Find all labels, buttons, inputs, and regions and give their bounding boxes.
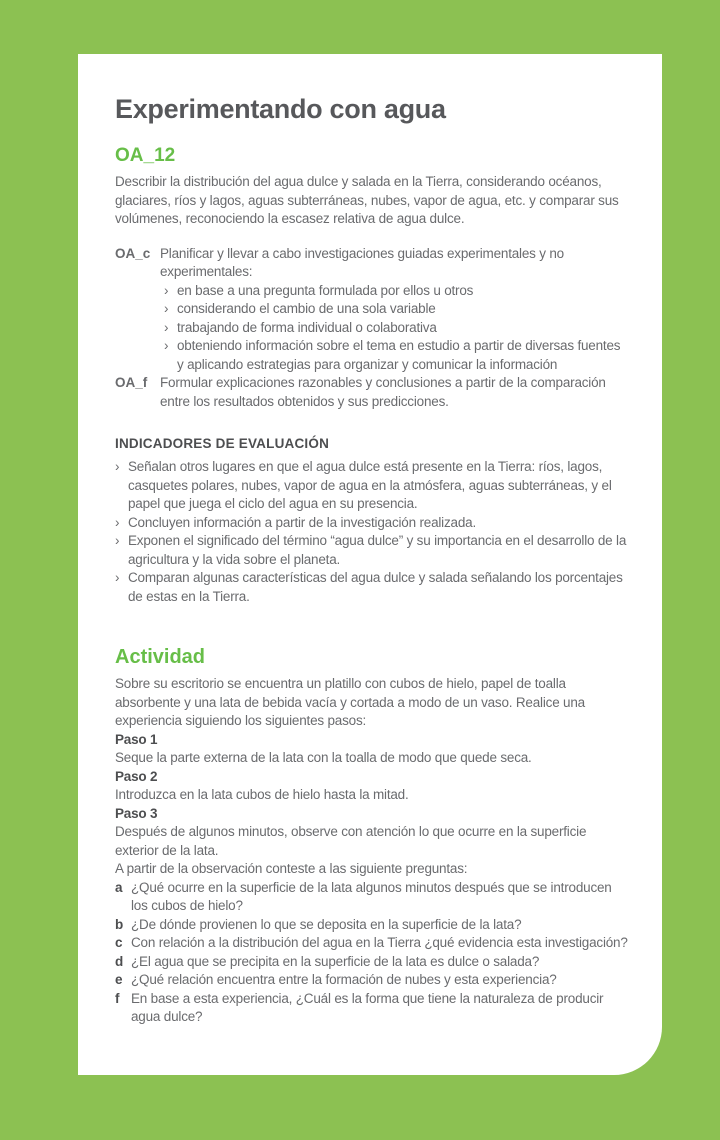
bullet-arrow-icon: › [115,514,120,530]
objective-text: Formular explicaciones razonables y conclusiones a partir de la comparación entre los resultados obtenidos y sus predicciones. [160,375,606,409]
question-letter: c [115,935,123,950]
objective-bullet [160,282,628,301]
question-text: ¿Qué relación encuentra entre la formación de nubes y esta experiencia? [131,972,557,987]
question-item [115,990,628,1027]
objective-body [160,374,628,411]
step-label: Paso 2 [115,768,158,784]
objective-label: OA_c [115,245,151,261]
indicator-item [115,532,628,569]
indicator-text: Comparan algunas características del agua dulce y salada señalando los porcentajes de estas en la Tierra. [128,570,623,604]
question-letter: d [115,953,124,969]
step-text: Después de algunos minutos, observe con atención lo que ocurre en la superficie exterior de la lata. [115,824,587,858]
bullet-arrow-icon: › [115,533,120,548]
document-card [78,54,662,1075]
activity-heading: Actividad [115,646,206,668]
question-text: ¿El agua que se precipita en la superficie de la lata es dulce o salada? [131,953,540,969]
question-item [115,934,628,953]
bullet-arrow-icon: › [164,338,169,353]
oa12-heading: OA_12 [115,145,176,166]
question-text: ¿De dónde provienen lo que se deposita en la superficie de la lata? [131,916,522,932]
indicator-item [115,458,628,514]
objective-bullet [160,300,628,319]
step-label: Paso 3 [115,805,158,821]
question-text: Con relación a la distribución del agua en la Tierra ¿qué evidencia esta investigación? [131,935,628,950]
question-text: En base a esta experiencia, ¿Cuál es la forma que tiene la naturaleza de producir agua dulce? [131,990,604,1024]
question-item [115,971,628,990]
activity-intro: Sobre su escritorio se encuentra un platillo con cubos de hielo, papel de toalla absorbente y una lata de bebida vacía y cortada a modo de un vaso. Realice una experiencia siguiendo los siguientes pasos: [115,676,585,728]
indicators-heading: INDICADORES DE EVALUACIÓN [115,436,330,451]
question-letter: a [115,879,123,895]
bullet-text: considerando el cambio de una sola variable [177,301,436,316]
indicator-item [115,569,628,606]
question-letter: f [115,990,120,1006]
bullet-arrow-icon: › [115,459,120,474]
objective-text: Planificar y llevar a cabo investigaciones guiadas experimentales y no experimentales: [160,245,564,279]
question-item [115,879,628,916]
bullet-arrow-icon: › [115,570,120,585]
indicator-text: Exponen el significado del término “agua dulce” y su importancia en el desarrollo de la agricultura y la vida sobre el planeta. [128,533,627,567]
objective-bullet [160,319,628,338]
step-label: Paso 1 [115,731,158,747]
bullet-arrow-icon: › [164,301,169,316]
indicator-text: Señalan otros lugares en que el agua dulce está presente en la Tierra: ríos, lagos, casquetes polares, nubes, vapor de agua en la atmósfera, aguas subterráneas, y el papel que juega el ciclo del agua en su presencia. [128,459,612,511]
questions-intro: A partir de la observación conteste a las siguiente preguntas: [115,861,468,876]
question-item [115,953,628,972]
bullet-text: trabajando de forma individual o colaborativa [177,319,437,335]
indicator-item [115,514,628,533]
question-item [115,916,628,935]
bullet-arrow-icon: › [164,282,169,298]
page-title: Experimentando con agua [115,94,446,124]
objective-label: OA_f [115,375,148,390]
step-text: Seque la parte externa de la lata con la toalla de modo que quede seca. [115,750,532,765]
objective-bullet [160,337,628,374]
question-text: ¿Qué ocurre en la superficie de la lata algunos minutos después que se introducen los cubos de hielo? [131,879,612,913]
question-letter: e [115,972,123,987]
indicator-text: Concluyen información a partir de la investigación realizada. [128,514,476,530]
bullet-arrow-icon: › [164,319,169,335]
bullet-text: obteniendo información sobre el tema en estudio a partir de diversas fuentes y aplicando estrategias para organizar y comunicar la información [177,338,621,372]
indicators-list [115,458,628,606]
question-letter: b [115,916,124,932]
oa12-description: Describir la distribución del agua dulce y salada en la Tierra, considerando océanos, glaciares, ríos y lagos, aguas subterráneas, nubes, vapor de agua, etc. y comparar sus volúmenes, reconociendo la escasez relativa de agua dulce. [115,174,619,226]
step-text: Introduzca en la lata cubos de hielo hasta la mitad. [115,787,409,802]
bullet-text: en base a una pregunta formulada por ellos u otros [177,282,474,298]
objective-row-oa-c [115,245,628,375]
objective-row-oa-f [115,374,628,411]
objective-body [160,245,628,375]
